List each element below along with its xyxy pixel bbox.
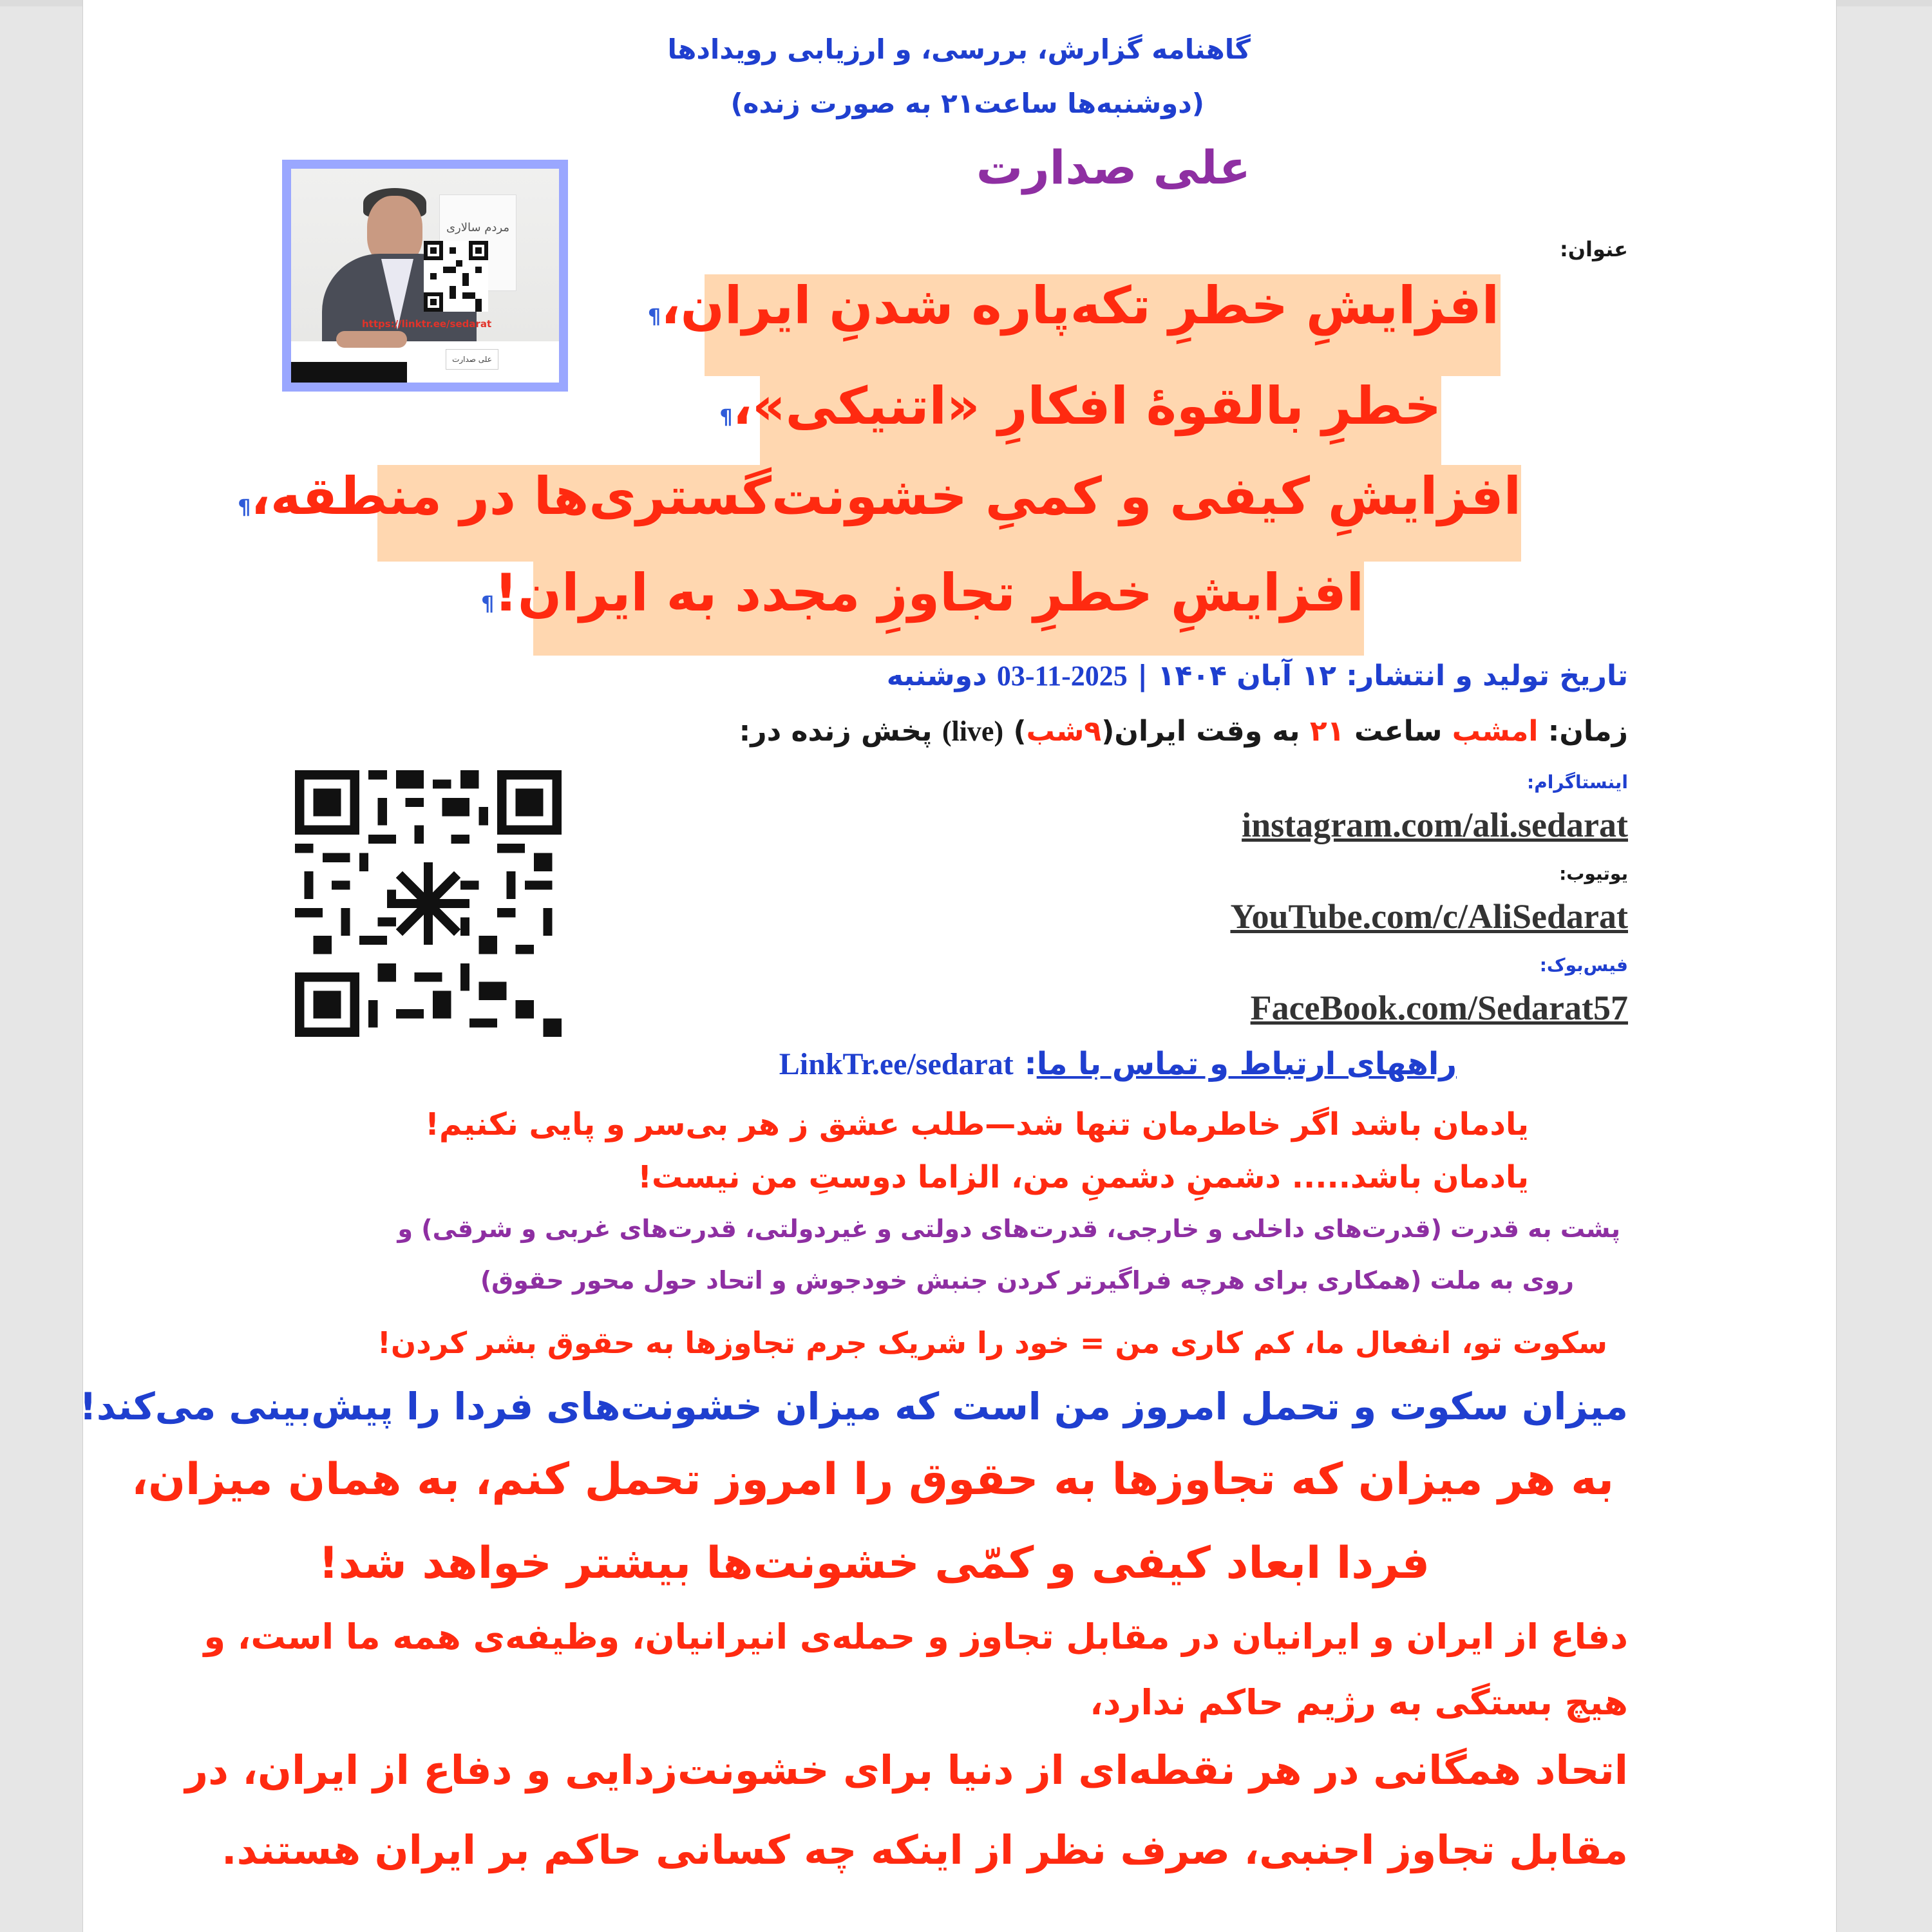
qr-code-icon: [295, 770, 562, 1037]
defend-line-2: هیچ بستگی به رژیم حاکم ندارد،: [1090, 1682, 1628, 1723]
title-line-1: [340, 276, 1499, 336]
publish-weekday: دوشنبه: [886, 659, 987, 692]
youtube-label: یوتیوب:: [1559, 863, 1628, 884]
youtube-link[interactable]: YouTube.com/c/AliSedarat: [1230, 897, 1628, 936]
big-statement-1: به هر میزان که تجاوزها به حقوق را امروز تحمل کنم، به همان میزان،: [131, 1454, 1614, 1505]
title-label: عنوان:: [1559, 237, 1628, 261]
title-line-3: [233, 466, 1521, 526]
facebook-label: فیس‌بوک:: [1539, 954, 1628, 976]
instagram-link[interactable]: instagram.com/ali.sedarat: [1242, 806, 1628, 844]
silence-line: سکوت تو، انفعال ما، کم کاری من = خود را شریک جرم تجاوزها به حقوق بشر کردن!: [377, 1325, 1607, 1360]
pilcrow-mark: ¶: [647, 304, 661, 328]
contact-link[interactable]: LinkTr.ee/sedarat: [779, 1047, 1014, 1081]
publish-line: [598, 659, 1628, 692]
pilcrow-mark: ¶: [238, 495, 251, 519]
publish-label: تاریخ تولید و انتشار:: [1346, 659, 1628, 692]
time-live: (live): [942, 715, 1004, 747]
time-tonight: امشب: [1452, 715, 1539, 748]
pilcrow-mark: ¶: [719, 404, 733, 429]
big-statement-2: فردا ابعاد کیفی و کمّی خشونت‌ها بیشتر خواهد شد!: [318, 1538, 1430, 1589]
remember-line-2: یادمان باشد..... دشمنِ دشمنِ من، الزاما دوستِ من نیست!: [638, 1159, 1529, 1195]
title-line-2: [282, 376, 1441, 436]
header-line-2: (دوشنبه‌ها ساعت۲۱ به صورت زنده): [730, 88, 1204, 119]
publish-date-en: 2025-11-03: [996, 660, 1128, 692]
time-hour: ۲۱: [1309, 715, 1345, 748]
title-line-3-text: افزایشِ کیفی و کمیِ خشونت‌گستری‌ها در منطقه،: [251, 466, 1521, 526]
time-close: ): [1013, 715, 1027, 748]
purple-line-1: پشت به قدرت (قدرت‌های داخلی و خارجی، قدرت‌های دولتی و غیردولتی، قدرت‌های غربی و شرقی) و: [397, 1215, 1620, 1243]
remember-line-1: یادمان باشد اگر خاطرمان تنها شد—طلب عشق ز هر بی‌سر و پایی نکنیم!: [425, 1106, 1529, 1142]
nameplate: علی صدارت: [446, 349, 498, 370]
purple-line-2: روی به ملت (همکاری برای هرچه فراگیرتر کردن جنبش خودجوش و اتحاد حول محور حقوق): [480, 1266, 1574, 1294]
blue-statement: میزان سکوت و تحمل امروز من است که میزان خشونت‌های فردا را پیش‌بینی می‌کند!: [79, 1385, 1628, 1428]
pilcrow-mark: ¶: [480, 591, 495, 616]
title-line-4-text: افزایشِ خطرِ تجاوزِ مجدد به ایران!: [494, 563, 1364, 623]
time-nine: ۹شب: [1026, 715, 1102, 748]
title-line-4: [205, 563, 1364, 623]
unity-line-2: مقابل تجاوز اجنبی، صرف نظر از اینکه چه کسانی حاکم بر ایران هستند.: [222, 1826, 1628, 1873]
title-line-1-text: افزایشِ خطرِ تکه‌پاره شدنِ ایران،: [661, 276, 1499, 336]
title-line-2-text: خطرِ بالقوهٔ افکارِ «اتنیکی»،: [732, 376, 1441, 436]
publish-date-fa: ۱۲ آبان ۱۴۰۴: [1157, 659, 1336, 692]
time-broadcast: پخش زنده در:: [739, 715, 933, 748]
header-line-1: گاهنامه گزارش، بررسی، و ارزیابی رویدادها: [667, 33, 1251, 65]
portrait-url: https://linktr.ee/sedarat: [362, 318, 492, 330]
publish-separator: |: [1137, 659, 1148, 692]
instagram-label: اینستاگرام:: [1527, 772, 1628, 793]
poster-sign: مردم سالاری: [439, 194, 516, 291]
author-name: علی صدارت: [976, 140, 1251, 194]
facebook-link[interactable]: FaceBook.com/Sedarat57: [1250, 989, 1628, 1027]
time-line: [598, 715, 1628, 748]
unity-line-1: اتحاد همگانی در هر نقطه‌ای از دنیا برای خشونت‌زدایی و دفاع از ایران، در: [185, 1747, 1628, 1794]
contact-colon: :: [1024, 1046, 1037, 1082]
contact-line: [555, 1046, 1457, 1082]
time-hour-word: ساعت: [1354, 715, 1443, 748]
time-label: زمان:: [1548, 715, 1628, 748]
time-tz: به وقت ایران(: [1101, 715, 1300, 748]
defend-line-1: دفاع از ایران و ایرانیان در مقابل تجاوز و حمله‌ی انیرانیان، وظیفه‌ی همه ما است، و: [204, 1616, 1628, 1657]
contact-label[interactable]: راههای ارتباط و تماس با ما: [1036, 1046, 1457, 1082]
